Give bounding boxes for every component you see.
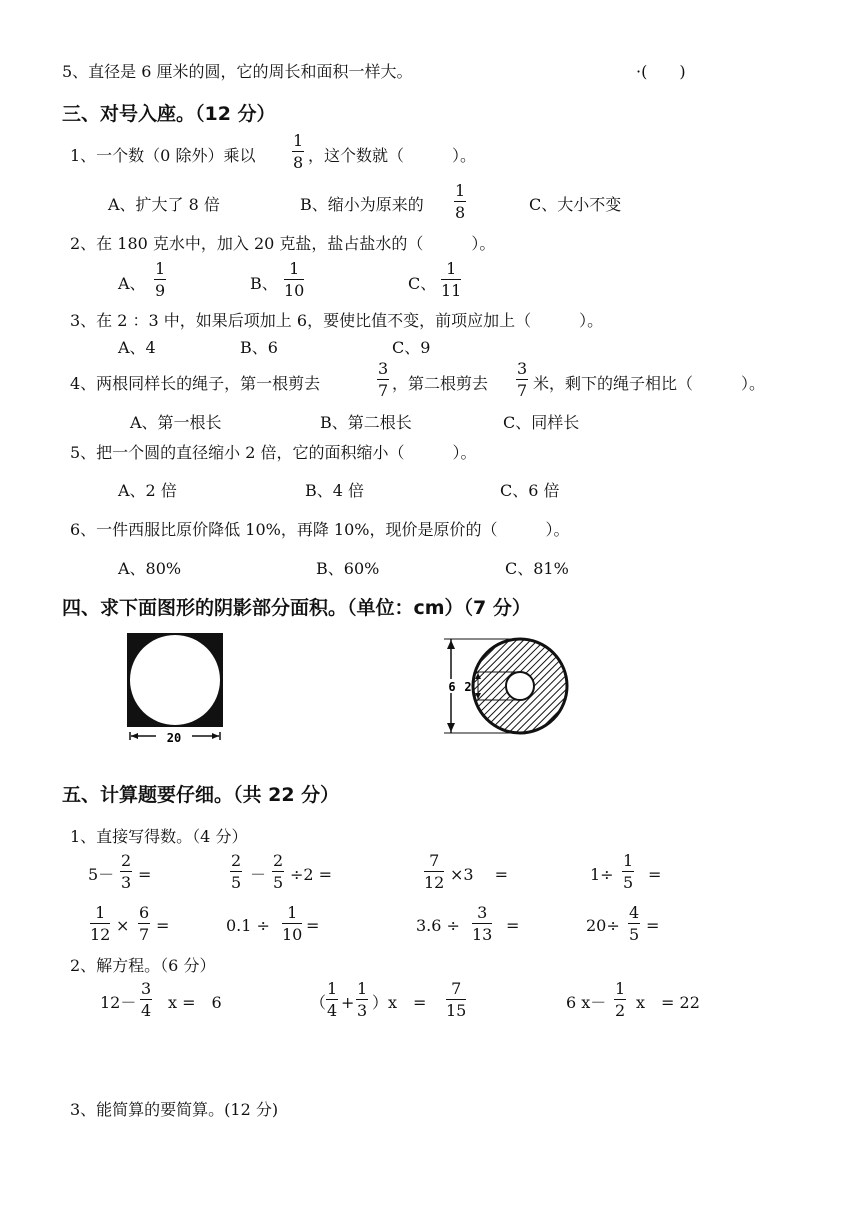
equation-1-b: x = 6 — [168, 993, 222, 1012]
q4-option-b: B、第二根长 — [320, 413, 412, 432]
part-2-title: 2、解方程。（6 分） — [70, 956, 216, 975]
q1-option-b-fraction: $\frac{1}{8}$ — [455, 181, 466, 222]
q4-text-c: 米，剩下的绳子相比（ ）。 — [533, 374, 766, 393]
calc-3-fraction: $\frac{7}{12}$ — [424, 851, 445, 892]
q3-option-a: A、4 — [118, 338, 156, 357]
q5-option-b: B、4 倍 — [305, 481, 365, 500]
tf-question-5: 5、直径是 6 厘米的圆，它的周长和面积一样大。 — [62, 62, 413, 81]
calc-1-eq: = — [138, 865, 152, 884]
q2-text: 2、在 180 克水中，加入 20 克盐，盐占盐水的（ ）。 — [70, 234, 496, 253]
q5-text: 5、把一个圆的直径缩小 2 倍，它的面积缩小（ ）。 — [70, 443, 477, 462]
figure-1-dimension-label: 20 — [166, 731, 182, 745]
calc-4-eq: = — [648, 865, 662, 884]
calc-7-eq: = — [506, 916, 520, 935]
q1-option-b: B、缩小为原来的 — [300, 195, 424, 214]
figure-2-outer-label: 6 — [448, 680, 456, 694]
equation-3-b: x = 22 — [636, 993, 700, 1012]
q4-option-a: A、第一根长 — [130, 413, 222, 432]
calc-8-a: 20÷ — [586, 916, 620, 935]
calc-5-fraction-b: $\frac{6}{7}$ — [139, 903, 150, 944]
q1-fraction: $\frac{1}{8}$ — [293, 131, 304, 172]
q2-option-b-fraction: $\frac{1}{10}$ — [284, 259, 305, 300]
q1-text-b: ，这个数就（ ）。 — [308, 146, 477, 165]
calc-8-fraction: $\frac{4}{5}$ — [629, 903, 640, 944]
q4-option-c: C、同样长 — [503, 413, 580, 432]
section-5-title: 五、计算题要仔细。（共 22 分） — [62, 784, 340, 806]
equation-2-fraction-a: $\frac{1}{4}$ — [327, 979, 338, 1020]
q4-fraction-1: $\frac{3}{7}$ — [378, 359, 389, 400]
q4-text-a: 4、两根同样长的绳子，第一根剪去 — [70, 374, 321, 393]
figure-2-inner-label: 2 — [464, 680, 472, 694]
equation-3-fraction: $\frac{1}{2}$ — [615, 979, 626, 1020]
calc-5-fraction-a: $\frac{1}{12}$ — [90, 903, 111, 944]
calc-2-rest: ÷2 = — [290, 865, 333, 884]
q2-option-a: A、 — [118, 274, 146, 293]
q4-fraction-2: $\frac{3}{7}$ — [517, 359, 528, 400]
square-circle-figure — [120, 628, 230, 748]
answer-paren: ·( ) — [636, 62, 686, 81]
calc-8-eq: = — [646, 916, 660, 935]
section-4-title: 四、求下面图形的阴影部分面积。（单位：cm）（7 分） — [62, 597, 531, 619]
q1-text-a: 1、一个数（0 除外）乘以 — [70, 146, 256, 165]
calc-7-fraction: $\frac{3}{13}$ — [472, 903, 493, 944]
equation-2-b: ）x = — [372, 993, 427, 1012]
q6-option-a: A、80% — [118, 559, 182, 578]
q6-option-c: C、81% — [505, 559, 569, 578]
equation-3-a: 6 x－ — [566, 993, 607, 1012]
q5-option-c: C、6 倍 — [500, 481, 560, 500]
q2-option-b: B、 — [250, 274, 278, 293]
q3-option-b: B、6 — [240, 338, 278, 357]
calc-2-minus: － — [250, 865, 267, 884]
q2-option-a-fraction: $\frac{1}{9}$ — [155, 259, 166, 300]
section-3-title: 三、对号入座。（12 分） — [62, 103, 276, 125]
calc-5-eq: = — [156, 916, 170, 935]
calc-1-a: 5－ — [88, 865, 115, 884]
q1-option-a: A、扩大了 8 倍 — [108, 195, 220, 214]
part-3-title: 3、能简算的要简算。(12 分) — [70, 1100, 279, 1119]
q2-option-c-fraction: $\frac{1}{11}$ — [441, 259, 462, 300]
q6-option-b: B、60% — [316, 559, 380, 578]
calc-4-a: 1÷ — [590, 865, 614, 884]
ring-figure — [434, 630, 574, 742]
equation-1-a: 12－ — [100, 993, 137, 1012]
q3-text: 3、在 2 ：3 中，如果后项加上 6，要使比值不变，前项应加上（ ）。 — [70, 311, 604, 330]
equation-1-fraction: $\frac{3}{4}$ — [141, 979, 152, 1020]
calc-2-fraction-a: $\frac{2}{5}$ — [231, 851, 242, 892]
q6-text: 6、一件西服比原价降低 10%，再降 10%，现价是原价的（ ）。 — [70, 520, 570, 539]
equation-2-plus: + — [341, 993, 355, 1012]
equation-2-fraction-c: $\frac{7}{15}$ — [446, 979, 467, 1020]
q1-option-c: C、大小不变 — [529, 195, 622, 214]
q4-text-b: ，第二根剪去 — [392, 374, 489, 393]
part-1-title: 1、直接写得数。（4 分） — [70, 827, 248, 846]
calc-6-a: 0.1 ÷ — [226, 916, 270, 935]
calc-6-fraction: $\frac{1}{10}$ — [282, 903, 303, 944]
q5-option-a: A、2 倍 — [118, 481, 177, 500]
q2-option-c: C、 — [408, 274, 437, 293]
equation-2-a: （ — [310, 993, 327, 1012]
calc-3-rest: ×3 = — [450, 865, 509, 884]
calc-6-eq: = — [306, 916, 320, 935]
calc-7-a: 3.6 ÷ — [416, 916, 460, 935]
q3-option-c: C、9 — [392, 338, 431, 357]
calc-4-fraction: $\frac{1}{5}$ — [623, 851, 634, 892]
calc-1-fraction: $\frac{2}{3}$ — [121, 851, 132, 892]
calc-5-times: × — [116, 916, 130, 935]
equation-2-fraction-b: $\frac{1}{3}$ — [357, 979, 368, 1020]
calc-2-fraction-b: $\frac{2}{5}$ — [273, 851, 284, 892]
